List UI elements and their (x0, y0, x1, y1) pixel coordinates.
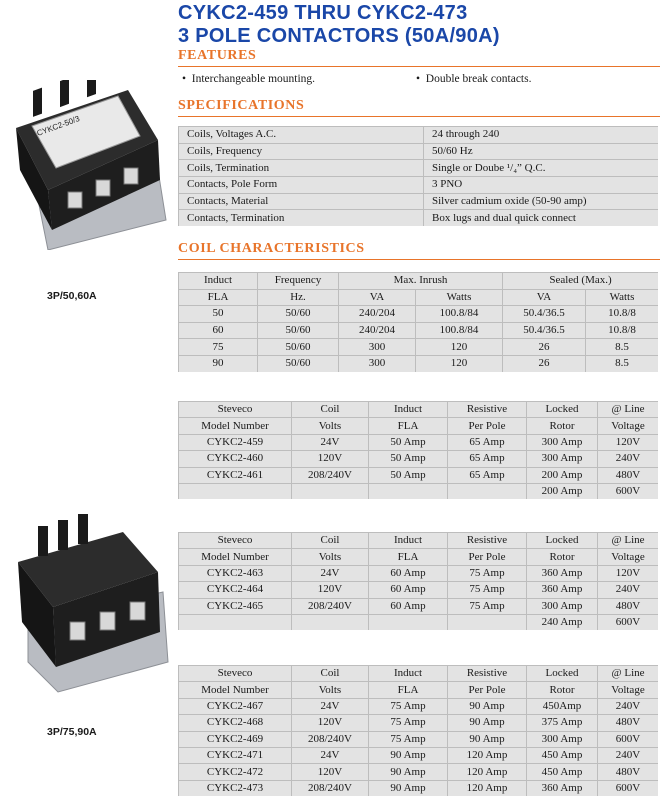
terminal-lug (70, 622, 85, 640)
header-cell: Model Number (179, 682, 292, 698)
photo-caption-top: 3P/50,60A (47, 290, 97, 302)
table-cell: 50.4/36.5 (503, 322, 586, 339)
table-cell: CYKC2-461 (179, 467, 292, 483)
header-cell: Induct (179, 273, 258, 290)
table-cell: CYKC2-465 (179, 598, 292, 614)
table-cell: 50/60 (258, 339, 339, 356)
table-cell: 240V (598, 451, 659, 467)
table-cell: 208/240V (292, 467, 369, 483)
header-cell: Induct (369, 402, 448, 418)
table-cell: 120V (598, 434, 659, 450)
table-cell: 24V (292, 747, 369, 763)
table-cell: Box lugs and dual quick connect (424, 210, 659, 226)
table-cell: 240/204 (339, 306, 416, 323)
header-cell: VA (339, 289, 416, 306)
table-cell (292, 483, 369, 499)
header-cell: Steveco (179, 402, 292, 418)
table-row (179, 483, 659, 499)
table-cell: 60 Amp (369, 582, 448, 598)
header-cell: Watts (586, 289, 659, 306)
table-cell: 200 Amp (527, 467, 598, 483)
header-cell: @ Line (598, 402, 659, 418)
table-cell: Contacts, Termination (179, 210, 424, 226)
table-row (179, 565, 659, 581)
table-row (179, 322, 659, 339)
table-cell: 75 Amp (369, 731, 448, 747)
table-cell: 120 (416, 339, 503, 356)
table-cell: 24 through 240 (424, 127, 659, 144)
table-row (179, 764, 659, 780)
table-row (179, 160, 659, 177)
table-cell: 208/240V (292, 731, 369, 747)
header-row (179, 682, 659, 698)
header-cell: Model Number (179, 549, 292, 565)
table-cell: 200 Amp (527, 483, 598, 499)
table-cell: CYKC2-463 (179, 565, 292, 581)
table-cell: 450 Amp (527, 747, 598, 763)
features-rule (178, 66, 660, 67)
table-row (179, 614, 659, 630)
table-row (179, 210, 659, 226)
table-cell: 90 Amp (448, 715, 527, 731)
header-cell: Coil (292, 533, 369, 549)
header-cell: Hz. (258, 289, 339, 306)
model-table-3 (178, 665, 658, 796)
header-cell: @ Line (598, 666, 659, 682)
table-cell: CYKC2-471 (179, 747, 292, 763)
table-cell: 375 Amp (527, 715, 598, 731)
table-cell: 360 Amp (527, 565, 598, 581)
header-cell: Rotor (527, 418, 598, 434)
table-cell: 60 Amp (369, 565, 448, 581)
header-cell: Sealed (Max.) (503, 273, 659, 290)
header-cell: Coil (292, 402, 369, 418)
table-row (179, 339, 659, 356)
header-cell: Watts (416, 289, 503, 306)
table-cell: 65 Amp (448, 451, 527, 467)
table-cell: Contacts, Pole Form (179, 177, 424, 194)
header-cell: Frequency (258, 273, 339, 290)
table-cell: 450 Amp (527, 764, 598, 780)
table-cell: 120V (292, 715, 369, 731)
feature-item: • Interchangeable mounting. (182, 73, 316, 85)
table-cell: 100.8/84 (416, 306, 503, 323)
table-cell: 120 Amp (448, 780, 527, 796)
table-cell (179, 483, 292, 499)
table-cell: 50 Amp (369, 434, 448, 450)
table-cell (369, 483, 448, 499)
coil-heading: COIL CHARACTERISTICS (178, 241, 365, 256)
table-cell: 240V (598, 747, 659, 763)
table-cell (448, 483, 527, 499)
table-cell: 480V (598, 598, 659, 614)
header-cell: VA (503, 289, 586, 306)
header-cell: FLA (369, 682, 448, 698)
table-cell: 300 (339, 355, 416, 371)
table-cell: Coils, Frequency (179, 143, 424, 160)
table-cell: CYKC2-467 (179, 698, 292, 714)
header-row (179, 549, 659, 565)
table-row (179, 451, 659, 467)
table-cell: 75 (179, 339, 258, 356)
table-cell: 50 Amp (369, 451, 448, 467)
table-cell: 75 Amp (448, 565, 527, 581)
table-cell: 100.8/84 (416, 322, 503, 339)
header-cell: Voltage (598, 682, 659, 698)
table-row (179, 598, 659, 614)
table-cell: 360 Amp (527, 582, 598, 598)
feature-text: Double break contacts. (425, 73, 532, 85)
photo-caption-bottom: 3P/75,90A (47, 726, 97, 738)
header-cell: Steveco (179, 666, 292, 682)
table-cell: 120V (598, 565, 659, 581)
table-cell: 240 Amp (527, 614, 598, 630)
header-cell: Volts (292, 549, 369, 565)
model-table-1 (178, 401, 658, 499)
table-cell: 120V (292, 582, 369, 598)
table-cell: 65 Amp (448, 434, 527, 450)
table-row (179, 715, 659, 731)
table-cell: Coils, Termination (179, 160, 424, 177)
table-cell (292, 614, 369, 630)
header-cell: Per Pole (448, 418, 527, 434)
table-cell (179, 614, 292, 630)
table-row (179, 177, 659, 194)
terminal-lug (96, 180, 110, 196)
header-row (179, 418, 659, 434)
table-cell (369, 614, 448, 630)
table-cell: 90 Amp (369, 764, 448, 780)
table-cell: 75 Amp (369, 715, 448, 731)
table-cell: 26 (503, 339, 586, 356)
coil-table (178, 272, 658, 372)
table-cell: 208/240V (292, 780, 369, 796)
header-cell: Locked (527, 533, 598, 549)
coil-rule (178, 259, 660, 260)
table-cell: Silver cadmium oxide (50-90 amp) (424, 193, 659, 210)
table-cell: 120V (292, 451, 369, 467)
table-cell: 300 Amp (527, 434, 598, 450)
page-title-line2: 3 POLE CONTACTORS (50A/90A) (178, 25, 500, 47)
terminal-lug (124, 168, 138, 184)
header-cell: @ Line (598, 533, 659, 549)
header-cell: Coil (292, 666, 369, 682)
table-cell: 90 Amp (369, 747, 448, 763)
table-cell: CYKC2-473 (179, 780, 292, 796)
header-cell: Per Pole (448, 549, 527, 565)
contactor-photo-50a (8, 80, 173, 250)
table-cell: 90 Amp (448, 731, 527, 747)
table-cell: Coils, Voltages A.C. (179, 127, 424, 144)
table-cell: CYKC2-464 (179, 582, 292, 598)
table-cell: 600V (598, 780, 659, 796)
specifications-rule (178, 116, 660, 117)
table-cell: 10.8/8 (586, 322, 659, 339)
table-cell: 360 Amp (527, 780, 598, 796)
header-row (179, 666, 659, 682)
header-cell: Steveco (179, 533, 292, 549)
terminal-lug (130, 602, 145, 620)
table-cell: 90 Amp (369, 780, 448, 796)
header-cell: Resistive (448, 402, 527, 418)
table-cell: 600V (598, 483, 659, 499)
table-cell: 120V (292, 764, 369, 780)
table-row (179, 747, 659, 763)
table-row (179, 780, 659, 796)
table-cell: 50/60 (258, 306, 339, 323)
table-cell: 50.4/36.5 (503, 306, 586, 323)
table-cell: 24V (292, 565, 369, 581)
header-cell: FLA (179, 289, 258, 306)
label-text: CYKC2-50/3 (35, 114, 81, 138)
header-cell: FLA (369, 549, 448, 565)
table-cell: 50/60 (258, 355, 339, 371)
table-cell: CYKC2-472 (179, 764, 292, 780)
table-cell: CYKC2-468 (179, 715, 292, 731)
table-row (179, 582, 659, 598)
header-cell: Rotor (527, 682, 598, 698)
table-cell: 60 (179, 322, 258, 339)
header-cell: Rotor (527, 549, 598, 565)
table-cell: CYKC2-459 (179, 434, 292, 450)
terminal-lug (100, 612, 115, 630)
table-cell: CYKC2-469 (179, 731, 292, 747)
header-cell: Volts (292, 418, 369, 434)
header-cell: Resistive (448, 666, 527, 682)
table-cell: 240V (598, 698, 659, 714)
table-cell: 90 Amp (448, 698, 527, 714)
table-cell: 208/240V (292, 598, 369, 614)
table-cell: 90 (179, 355, 258, 371)
table-row (179, 467, 659, 483)
table-cell: Single or Doube ¹/₄” Q.C. (424, 160, 659, 177)
table-cell: 300 Amp (527, 451, 598, 467)
header-cell: Voltage (598, 549, 659, 565)
table-cell: 24V (292, 434, 369, 450)
table-cell (448, 614, 527, 630)
specifications-heading: SPECIFICATIONS (178, 98, 305, 113)
table-cell: 8.5 (586, 355, 659, 371)
header-row (179, 533, 659, 549)
header-cell: Induct (369, 666, 448, 682)
table-cell: 300 Amp (527, 731, 598, 747)
header-cell: Locked (527, 666, 598, 682)
table-cell: 8.5 (586, 339, 659, 356)
table-cell: 75 Amp (369, 698, 448, 714)
table-cell: 600V (598, 614, 659, 630)
header-cell: Induct (369, 533, 448, 549)
feature-item: • Double break contacts. (416, 73, 532, 85)
table-cell: 480V (598, 715, 659, 731)
table-cell: 240/204 (339, 322, 416, 339)
header-cell: Voltage (598, 418, 659, 434)
model-table-2 (178, 532, 658, 630)
header-cell: Per Pole (448, 682, 527, 698)
table-cell: Contacts, Material (179, 193, 424, 210)
table-cell: 480V (598, 764, 659, 780)
table-cell: 75 Amp (448, 598, 527, 614)
table-cell: 120 (416, 355, 503, 371)
header-cell: Resistive (448, 533, 527, 549)
table-cell: 50/60 (258, 322, 339, 339)
header-cell: Locked (527, 402, 598, 418)
table-row (179, 731, 659, 747)
table-row (179, 127, 659, 144)
table-cell: 240V (598, 582, 659, 598)
feature-text: Interchangeable mounting. (191, 73, 316, 85)
header-row (179, 402, 659, 418)
table-row (179, 355, 659, 371)
table-row (179, 143, 659, 160)
header-cell: Max. Inrush (339, 273, 503, 290)
contactor-photo-90a (8, 512, 173, 697)
table-cell: 600V (598, 731, 659, 747)
table-cell: 450Amp (527, 698, 598, 714)
table-row (179, 434, 659, 450)
table-row (179, 306, 659, 323)
table-cell: 120 Amp (448, 747, 527, 763)
table-cell: 300 Amp (527, 598, 598, 614)
table-row (179, 193, 659, 210)
table-cell: 300 (339, 339, 416, 356)
header-cell: Model Number (179, 418, 292, 434)
table-row (179, 698, 659, 714)
table-cell: 26 (503, 355, 586, 371)
header-cell: Volts (292, 682, 369, 698)
header-cell: FLA (369, 418, 448, 434)
table-cell: CYKC2-460 (179, 451, 292, 467)
specifications-table (178, 126, 658, 226)
table-cell: 75 Amp (448, 582, 527, 598)
table-cell: 50 (179, 306, 258, 323)
table-cell: 3 PNO (424, 177, 659, 194)
table-cell: 120 Amp (448, 764, 527, 780)
table-cell: 50 Amp (369, 467, 448, 483)
table-cell: 50/60 Hz (424, 143, 659, 160)
terminal-lug (68, 192, 82, 208)
table-cell: 60 Amp (369, 598, 448, 614)
page-title-line1: CYKC2-459 THRU CYKC2-473 (178, 2, 468, 24)
table-cell: 10.8/8 (586, 306, 659, 323)
features-heading: FEATURES (178, 48, 257, 63)
table-cell: 480V (598, 467, 659, 483)
table-cell: 24V (292, 698, 369, 714)
table-cell: 65 Amp (448, 467, 527, 483)
